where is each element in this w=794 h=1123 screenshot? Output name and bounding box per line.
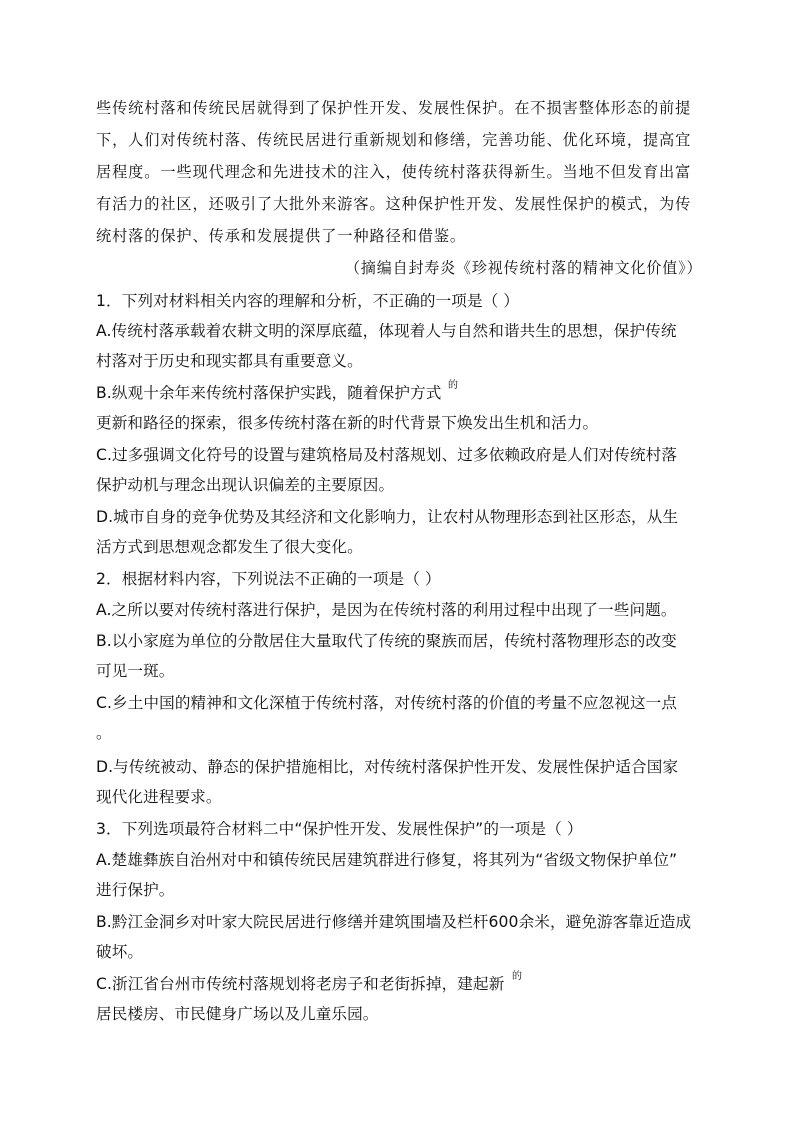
passage-line: 下，人们对传统村落、传统民居进行重新规划和修缮，完善功能、优化环境，提高宜 [96, 131, 692, 149]
passage-source: （摘编自封寿炎《珍视传统村落的精神文化价值》） [345, 259, 703, 277]
q1-option-b: B.纵观十余年来传统村落保护实践，随着保护方式 [96, 384, 442, 402]
q2-option-c-cont: 。 [96, 724, 112, 742]
q1-option-c: C.过多强调文化符号的设置与建筑格局及村落规划、过多依赖政府是人们对传统村落 [96, 446, 678, 464]
question-2-stem: 2．根据材料内容，下列说法不正确的一项是（ ） [96, 570, 441, 588]
q3-option-c-sup: 的 [512, 971, 522, 982]
q2-option-d: D.与传统被动、静态的保护措施相比，对传统村落保护性开发、发展性保护适合国家 [96, 758, 679, 776]
q3-option-a: A.楚雄彝族自治州对中和镇传统民居建筑群进行修复，将其列为“省级文物保护单位” [96, 851, 678, 869]
q2-option-c: C.乡土中国的精神和文化深植于传统村落，对传统村落的价值的考量不应忽视这一点 [96, 694, 678, 712]
question-3-stem: 3．下列选项最符合材料二中“保护性开发、发展性保护”的一项是（ ） [96, 820, 583, 838]
passage-line: 有活力的社区，还吸引了大批外来游客。这种保护性开发、发展性保护的模式，为传 [96, 195, 692, 213]
q1-option-c-cont: 保护动机与理念出现认识偏差的主要原因。 [96, 476, 395, 494]
passage-line: 居程度。一些现代理念和先进技术的注入，使传统村落获得新生。当地不但发育出富 [96, 163, 692, 181]
q3-option-b-cont: 破坏。 [96, 943, 144, 961]
q3-option-a-cont: 进行保护。 [96, 881, 175, 899]
q3-option-c: C.浙江省台州市传统村落规划将老房子和老街拆掉，建起新 [96, 975, 505, 993]
q1-option-d: D.城市自身的竞争优势及其经济和文化影响力，让农村从物理形态到社区形态，从生 [96, 508, 679, 526]
question-1-stem: 1．下列对材料相关内容的理解和分析，不正确的一项是（ ） [96, 292, 520, 310]
q1-option-d-cont: 活方式到思想观念都发生了很大变化。 [96, 538, 363, 556]
passage-line: 统村落的保护、传承和发展提供了一种路径和借鉴。 [96, 227, 467, 245]
passage-line: 些传统村落和传统民居就得到了保护性开发、发展性保护。在不损害整体形态的前提 [96, 99, 692, 117]
q1-option-a: A.传统村落承载着农耕文明的深厚底蕴，体现着人与自然和谐共生的思想，保护传统 [96, 322, 677, 340]
q1-option-b-cont: 更新和路径的探索，很多传统村落在新的时代背景下焕发出生机和活力。 [96, 414, 599, 432]
q2-option-d-cont: 现代化进程要求。 [96, 788, 222, 806]
q1-option-a-cont: 村落对于历史和现实都具有重要意义。 [96, 352, 363, 370]
q1-option-b-sup: 的 [448, 380, 458, 391]
q2-option-a: A.之所以要对传统村落进行保护，是因为在传统村落的利用过程中出现了一些问题。 [96, 601, 677, 619]
q2-option-b: B.以小家庭为单位的分散居住大量取代了传统的聚族而居，传统村落物理形态的改变 [96, 632, 677, 650]
q3-option-c-cont: 居民楼房、市民健身广场以及儿童乐园。 [96, 1005, 379, 1023]
q2-option-b-cont: 可见一斑。 [96, 662, 175, 680]
q3-option-b: B.黔江金洞乡对叶家大院民居进行修缮并建筑围墙及栏杆600余米，避免游客靠近造成 [96, 913, 692, 931]
